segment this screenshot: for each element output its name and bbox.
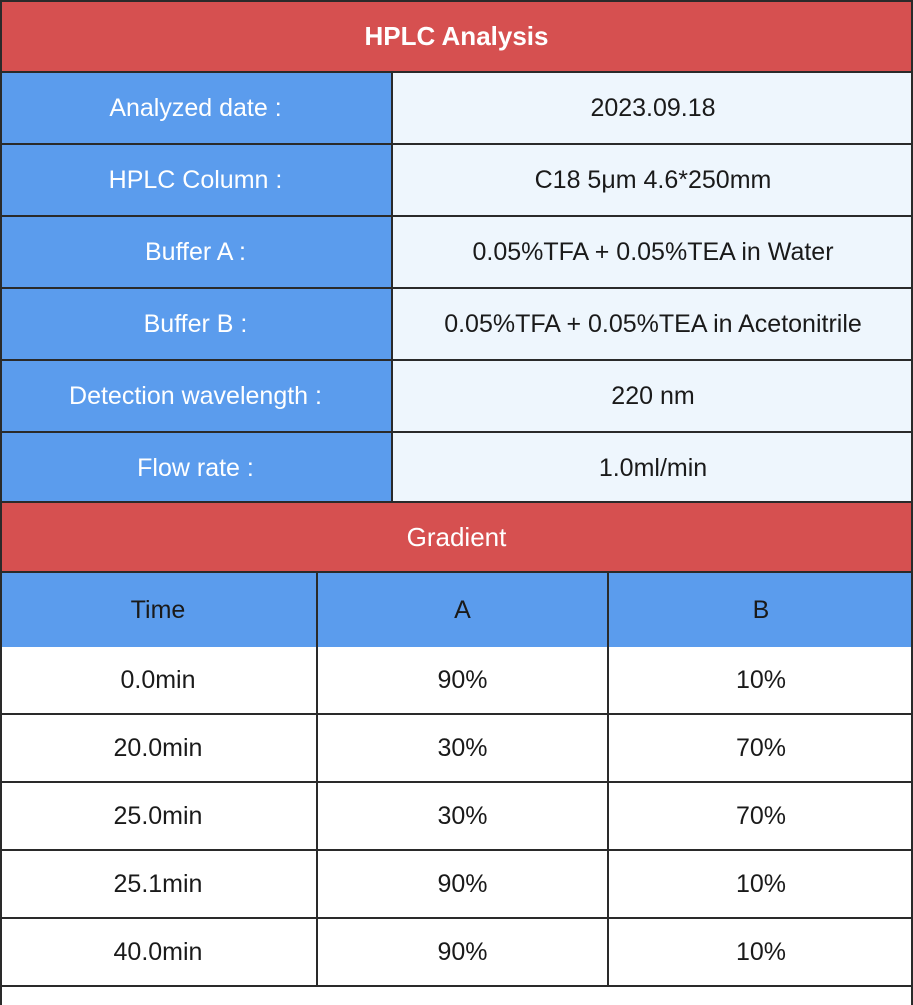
info-row-flow-rate <box>0 433 913 503</box>
info-value: 0.05%TFA + 0.05%TEA in Acetonitrile <box>393 289 913 359</box>
info-label: HPLC Column : <box>0 145 393 215</box>
info-label: Detection wavelength : <box>0 361 393 431</box>
cell-b: 10% <box>735 665 787 694</box>
table-row <box>0 851 913 919</box>
info-value: 0.05%TFA + 0.05%TEA in Water <box>393 217 913 287</box>
gradient-table-header <box>0 573 913 647</box>
column-header-a: A <box>318 573 609 647</box>
cell-time: 25.1min <box>0 851 318 917</box>
column-header-time: Time <box>0 573 318 647</box>
table-row <box>0 715 913 783</box>
info-value: 1.0ml/min <box>393 433 913 503</box>
cell-a: 30% <box>318 715 609 781</box>
frame-border-left <box>0 73 2 1005</box>
cell-a: 90% <box>318 647 609 713</box>
cell-b: 70% <box>735 801 787 830</box>
info-row-detection-wavelength <box>0 361 913 433</box>
info-row-hplc-column <box>0 145 913 217</box>
table-row <box>0 647 913 715</box>
cell-b: 10% <box>735 937 787 966</box>
table-row <box>0 783 913 851</box>
cell-time: 40.0min <box>0 919 318 985</box>
info-label: Buffer B : <box>0 289 393 359</box>
info-row-analyzed-date <box>0 73 913 145</box>
gradient-section-title: Gradient <box>0 501 913 573</box>
cell-b: 10% <box>735 869 787 898</box>
info-value: 2023.09.18 <box>393 73 913 143</box>
info-row-buffer-a <box>0 217 913 289</box>
page-title: HPLC Analysis <box>0 0 913 73</box>
cell-time: 25.0min <box>0 783 318 849</box>
info-label: Buffer A : <box>0 217 393 287</box>
info-label: Flow rate : <box>0 433 393 503</box>
info-value: 220 nm <box>393 361 913 431</box>
column-header-b: B <box>752 595 770 624</box>
cell-a: 30% <box>318 783 609 849</box>
info-value: C18 5μm 4.6*250mm <box>393 145 913 215</box>
info-label: Analyzed date : <box>0 73 393 143</box>
table-row <box>0 919 913 987</box>
cell-a: 90% <box>318 851 609 917</box>
gradient-table <box>0 573 913 987</box>
info-row-buffer-b <box>0 289 913 361</box>
cell-b: 70% <box>735 733 787 762</box>
cell-time: 0.0min <box>0 647 318 713</box>
cell-a: 90% <box>318 919 609 985</box>
info-table <box>0 73 913 503</box>
cell-time: 20.0min <box>0 715 318 781</box>
